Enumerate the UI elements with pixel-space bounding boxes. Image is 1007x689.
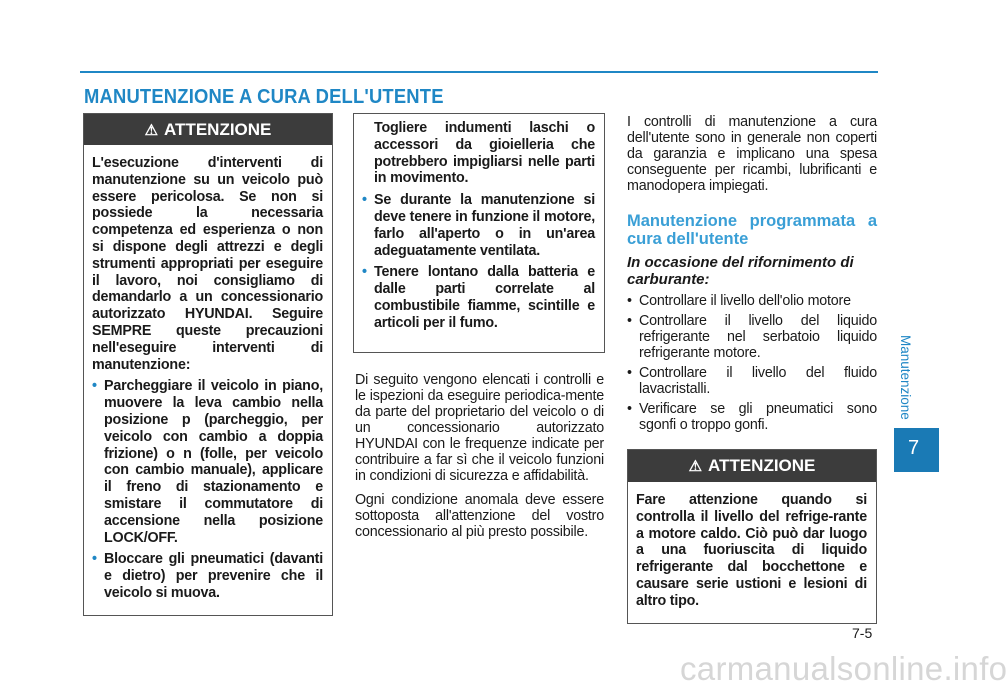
bullet-text: Controllare il livello dell'olio motore — [639, 293, 851, 309]
bullet-text: Tenere lontano dalla batteria e dalle parti correlate al combustibile fiamme, scintille e articoli per il fumo. — [374, 264, 595, 331]
list-item — [627, 401, 877, 433]
bullet-icon: • — [92, 551, 97, 568]
warning-box-2 — [627, 449, 877, 624]
bullet-icon: • — [627, 365, 632, 381]
top-rule — [80, 71, 878, 73]
section-heading: Manutenzione programmata a cura dell'utente — [627, 212, 877, 248]
section-side-label: Manutenzione — [898, 335, 913, 420]
bullet-icon: • — [92, 378, 97, 395]
warning-icon: ⚠ — [688, 458, 703, 475]
intro-paragraph: I controlli di manutenzione a cura dell'utente sono in generale non coperti da garanzia e implicano una spesa conseguente per ricambi, lubrificanti e manodopera impiegati. — [627, 114, 877, 194]
page-title: MANUTENZIONE A CURA DELL'UTENTE — [84, 86, 444, 108]
bullet-text: Bloccare gli pneumatici (davanti e dietro) per prevenire che il veicolo si muova. — [104, 551, 323, 601]
subheading: In occasione del rifornimento di carburante: — [627, 254, 854, 288]
right-column — [627, 114, 877, 437]
warning-icon: ⚠ — [144, 122, 159, 139]
warning-box-1-continued — [353, 113, 605, 353]
middle-column — [355, 372, 604, 548]
bullet-icon: • — [362, 192, 367, 209]
chapter-tab: 7 — [894, 428, 939, 472]
warning-label: ATTENZIONE — [164, 120, 272, 139]
list-item — [92, 378, 323, 546]
bullet-text: Se durante la manutenzione si deve tenere in funzione il motore, farlo all'aperto o in un'area adeguatamente ventilata. — [374, 192, 595, 259]
list-item — [362, 192, 595, 259]
list-item — [362, 120, 595, 187]
list-item — [627, 293, 877, 309]
page-number: 7-5 — [852, 625, 873, 641]
watermark: carmanualsonline.info — [680, 650, 1007, 687]
bullet-text: Parcheggiare il veicolo in piano, muovere la leva cambio nella posizione p (parcheggio, per veicolo con cambio a doppia frizione) o n (folle, per veicolo con cambio manuale), applicare il freno di stazionamento e smistare il commutatore di accensione nella posizione LOCK/OFF. — [104, 378, 323, 546]
warning-text: Fare attenzione quando si controlla il livello del refrige-rante a motore caldo. Ciò può dar luogo a una fuoriuscita di liquido refrigerante dal bocchettone e causare serie ustioni e lesioni di altro tipo. — [636, 492, 867, 609]
warning-header — [84, 114, 332, 145]
paragraph: Di seguito vengono elencati i controlli e le ispezioni da eseguire periodica-mente da parte del proprietario del veicolo o di un concessionario autorizzato HYUNDAI con le frequenze indicate per contribuire a far sì che il veicolo funzioni in condizioni di sicurezza e affidabilità. — [355, 372, 604, 484]
warning-box-1 — [83, 113, 333, 616]
list-item — [362, 264, 595, 331]
list-item — [627, 313, 877, 361]
bullet-text: Verificare se gli pneumatici sono sgonfi o troppo gonfi. — [639, 401, 877, 433]
list-item — [92, 551, 323, 601]
warning-label: ATTENZIONE — [708, 456, 816, 475]
bullet-icon: • — [627, 313, 632, 329]
bullet-text: Controllare il livello del fluido lavacristalli. — [639, 365, 877, 397]
bullet-icon: • — [627, 293, 632, 309]
warning-intro: L'esecuzione d'interventi di manutenzione su un veicolo può essere pericolosa. Se non si possiede la necessaria competenza ed esperienza o non si dispone degli attrezzi e degli strumenti appropriati per eseguire il lavoro, noi consigliamo di demandarlo a un concessionario autorizzato HYUNDAI. Seguire SEMPRE queste precauzioni nell'eseguire interventi di manutenzione: — [92, 155, 323, 373]
bullet-icon: • — [362, 264, 367, 281]
paragraph: Ogni condizione anomala deve essere sottoposta all'attenzione del vostro concessionario al più presto possibile. — [355, 492, 604, 540]
warning-header — [628, 450, 876, 482]
bullet-icon: • — [627, 401, 632, 417]
bullet-text: Controllare il livello del liquido refrigerante nel serbatoio liquido refrigerante motore. — [639, 313, 877, 361]
bullet-text: Togliere indumenti laschi o accessori da gioielleria che potrebbero impigliarsi nelle parti in movimento. — [374, 120, 595, 187]
list-item — [627, 365, 877, 397]
